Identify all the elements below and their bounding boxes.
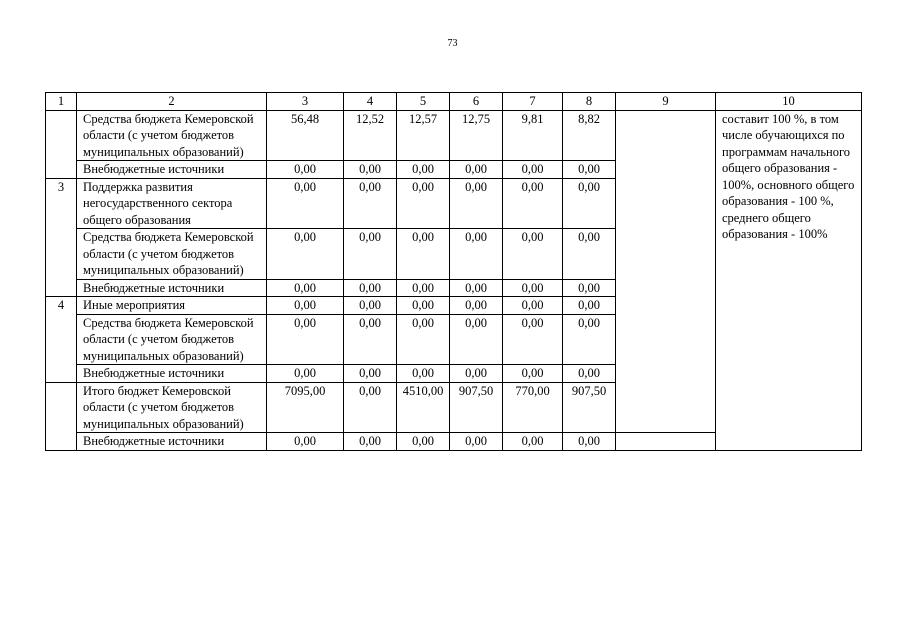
value-cell: 0,00 (397, 178, 450, 229)
row-number (46, 314, 77, 365)
value-cell: 0,00 (397, 279, 450, 297)
value-cell: 907,50 (563, 382, 616, 433)
value-cell: 0,00 (563, 279, 616, 297)
value-cell: 0,00 (563, 314, 616, 365)
budget-table (45, 92, 862, 451)
value-cell: 12,57 (397, 110, 450, 161)
row-number (46, 365, 77, 383)
value-cell: 4510,00 (397, 382, 450, 433)
header-cell: 8 (563, 93, 616, 111)
value-cell: 0,00 (267, 178, 344, 229)
value-cell: 0,00 (267, 161, 344, 179)
value-cell: 8,82 (563, 110, 616, 161)
row-name: Средства бюджета Кемеровской области (с учетом бюджетов муниципальных образований) (77, 229, 267, 280)
value-cell: 12,52 (344, 110, 397, 161)
value-cell: 0,00 (267, 297, 344, 315)
value-cell: 0,00 (344, 297, 397, 315)
row-number (46, 229, 77, 280)
value-cell: 0,00 (503, 433, 563, 451)
value-cell: 0,00 (344, 433, 397, 451)
row-number (46, 279, 77, 297)
value-cell: 0,00 (503, 161, 563, 179)
row-number: 3 (46, 178, 77, 229)
value-cell: 0,00 (563, 161, 616, 179)
header-cell: 3 (267, 93, 344, 111)
value-cell: 0,00 (503, 297, 563, 315)
header-cell: 4 (344, 93, 397, 111)
value-cell: 0,00 (397, 297, 450, 315)
value-cell: 0,00 (503, 229, 563, 280)
page-number: 73 (447, 38, 458, 49)
value-cell: 0,00 (450, 365, 503, 383)
value-cell: 0,00 (344, 314, 397, 365)
column-10-note: составит 100 %, в том числе обучающихся по программам начального общего образования - 100%, основного общего образования - 100 %, среднего общего образования - 100% (716, 110, 862, 450)
value-cell: 0,00 (503, 365, 563, 383)
value-cell: 12,75 (450, 110, 503, 161)
value-cell: 0,00 (267, 279, 344, 297)
row-name: Поддержка развития негосударственного сектора общего образования (77, 178, 267, 229)
value-cell: 0,00 (563, 229, 616, 280)
header-cell: 2 (77, 93, 267, 111)
value-cell: 0,00 (344, 229, 397, 280)
value-cell: 0,00 (450, 314, 503, 365)
row-name: Средства бюджета Кемеровской области (с учетом бюджетов муниципальных образований) (77, 314, 267, 365)
value-cell: 7095,00 (267, 382, 344, 433)
table-row (46, 110, 862, 161)
row-name: Внебюджетные источники (77, 161, 267, 179)
value-cell: 0,00 (503, 178, 563, 229)
row-name: Внебюджетные источники (77, 365, 267, 383)
value-cell: 0,00 (344, 279, 397, 297)
value-cell: 0,00 (450, 229, 503, 280)
header-cell: 7 (503, 93, 563, 111)
value-cell: 0,00 (344, 382, 397, 433)
value-cell: 0,00 (450, 279, 503, 297)
value-cell: 0,00 (267, 365, 344, 383)
row-name: Иные мероприятия (77, 297, 267, 315)
header-cell: 5 (397, 93, 450, 111)
table-header-row (46, 93, 862, 111)
value-cell: 0,00 (563, 178, 616, 229)
value-cell: 0,00 (397, 314, 450, 365)
row-number (46, 110, 77, 161)
row-number (46, 433, 77, 451)
value-cell: 0,00 (397, 229, 450, 280)
value-cell: 0,00 (450, 161, 503, 179)
value-cell: 0,00 (450, 433, 503, 451)
header-cell: 9 (616, 93, 716, 111)
value-cell: 0,00 (563, 297, 616, 315)
value-cell: 0,00 (397, 433, 450, 451)
value-cell: 0,00 (344, 365, 397, 383)
row-name: Внебюджетные источники (77, 433, 267, 451)
value-cell: 0,00 (450, 297, 503, 315)
value-cell: 0,00 (563, 365, 616, 383)
value-cell: 0,00 (397, 161, 450, 179)
row-name: Итого бюджет Кемеровской области (с учетом бюджетов муниципальных образований) (77, 382, 267, 433)
value-cell: 0,00 (397, 365, 450, 383)
header-cell: 1 (46, 93, 77, 111)
row-number (46, 382, 77, 433)
value-cell: 0,00 (267, 229, 344, 280)
value-cell: 770,00 (503, 382, 563, 433)
row-number: 4 (46, 297, 77, 315)
value-cell: 0,00 (503, 314, 563, 365)
row-number (46, 161, 77, 179)
value-cell: 0,00 (344, 161, 397, 179)
value-cell: 9,81 (503, 110, 563, 161)
column-9-cell (616, 110, 716, 433)
value-cell: 0,00 (267, 433, 344, 451)
value-cell: 0,00 (503, 279, 563, 297)
value-cell: 0,00 (450, 178, 503, 229)
value-cell: 0,00 (344, 178, 397, 229)
row-name: Внебюджетные источники (77, 279, 267, 297)
row-name: Средства бюджета Кемеровской области (с учетом бюджетов муниципальных образований) (77, 110, 267, 161)
header-cell: 6 (450, 93, 503, 111)
value-cell: 56,48 (267, 110, 344, 161)
value-cell: 0,00 (267, 314, 344, 365)
value-cell: 0,00 (563, 433, 616, 451)
column-9-cell (616, 433, 716, 451)
value-cell: 907,50 (450, 382, 503, 433)
header-cell: 10 (716, 93, 862, 111)
